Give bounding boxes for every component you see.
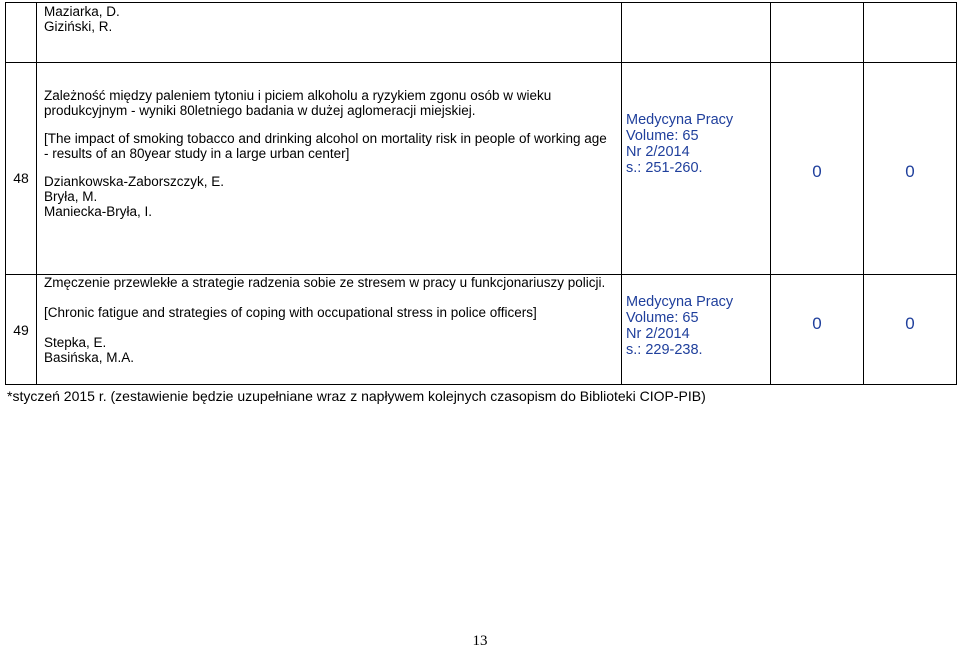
author-name: Basińska, M.A. [44,350,135,365]
value-cell [771,3,864,63]
author-name: Dziankowska-Zaborszczyk, E. [44,174,225,189]
footnote: *styczeń 2015 r. (zestawienie będzie uzupełniane wraz z napływem kolejnych czasopism do Biblioteki CIOP-PIB) [7,388,706,404]
journal-pages: s.: 229-238. [626,342,703,358]
value-cell: 0 [771,275,864,385]
value-cell: 0 [864,63,957,275]
author-name: Stepka, E. [44,335,107,350]
table-row [6,3,957,63]
title-english: [The impact of smoking tobacco and drinking alcohol on mortality risk in people of working age - results of an 80year study in a large urban center] [44,131,607,161]
author-name: Maziarka, D. [44,4,120,19]
value-cell: 0 [864,275,957,385]
table-row [6,275,957,385]
journal-issue: Nr 2/2014 [626,144,690,160]
row-number [6,3,37,63]
journal-name: Medycyna Pracy [626,294,734,310]
row-number: 48 [6,63,37,275]
journal-issue: Nr 2/2014 [626,326,690,342]
value-cell: 0 [771,63,864,275]
authors-cell [37,3,622,63]
source-cell [622,275,771,385]
title-polish: Zależność między paleniem tytoniu i piciem alkoholu a ryzykiem zgonu osób w wieku produkcyjnym - wyniki 80letniego badania w dużej aglomeracji miejskiej. [44,88,552,118]
page-number: 13 [472,633,488,649]
author-name: Maniecka-Bryła, I. [44,204,153,219]
title-english: [Chronic fatigue and strategies of coping with occupational stress in police officers] [44,305,537,320]
author-name: Bryła, M. [44,189,98,204]
entry-cell [37,275,622,385]
publications-table [5,2,957,385]
journal-volume: Volume: 65 [626,128,699,144]
entry-cell [37,63,622,275]
source-cell [622,63,771,275]
table-row [6,63,957,275]
journal-name: Medycyna Pracy [626,112,734,128]
source-cell [622,3,771,63]
row-number: 49 [6,275,37,385]
value-cell [864,3,957,63]
journal-pages: s.: 251-260. [626,160,703,176]
author-name: Giziński, R. [44,19,113,34]
title-polish: Zmęczenie przewlekłe a strategie radzenia sobie ze stresem w pracy u funkcjonariuszy policji. [44,275,606,290]
journal-volume: Volume: 65 [626,310,699,326]
